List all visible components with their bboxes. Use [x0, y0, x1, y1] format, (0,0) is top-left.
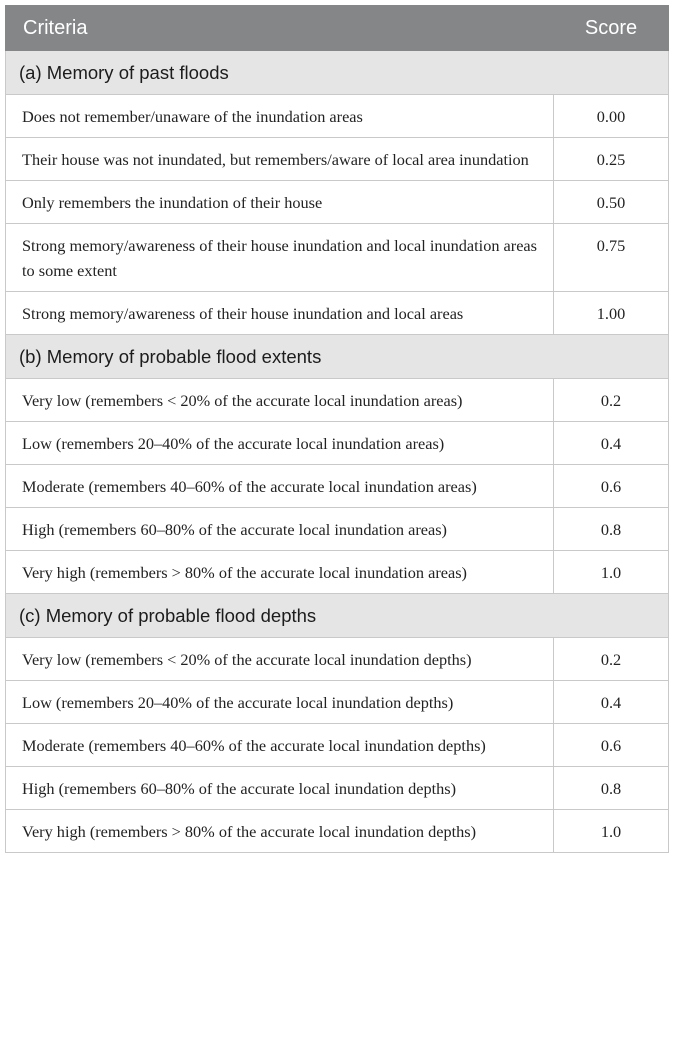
- table-row: [6, 95, 669, 138]
- score-cell: 0.4: [554, 681, 669, 724]
- criteria-cell: Moderate (remembers 40–60% of the accurate local inundation depths): [6, 724, 554, 767]
- table-row: [6, 224, 669, 292]
- criteria-cell: Does not remember/unaware of the inundation areas: [6, 95, 554, 138]
- criteria-cell: Low (remembers 20–40% of the accurate local inundation depths): [6, 681, 554, 724]
- score-column-header: Score: [554, 6, 669, 51]
- criteria-cell: Very low (remembers < 20% of the accurate local inundation depths): [6, 638, 554, 681]
- section-row-past-floods: [6, 51, 669, 95]
- table-row: [6, 724, 669, 767]
- table-row: [6, 681, 669, 724]
- score-cell: 0.4: [554, 422, 669, 465]
- table-row: [6, 379, 669, 422]
- table-row: [6, 508, 669, 551]
- section-row-flood-extents: [6, 335, 669, 379]
- criteria-cell: Low (remembers 20–40% of the accurate local inundation areas): [6, 422, 554, 465]
- score-cell: 0.00: [554, 95, 669, 138]
- score-cell: 0.2: [554, 638, 669, 681]
- score-cell: 1.00: [554, 292, 669, 335]
- table-row: [6, 465, 669, 508]
- criteria-cell: Very high (remembers > 80% of the accurate local inundation areas): [6, 551, 554, 594]
- score-cell: 0.6: [554, 465, 669, 508]
- table-row: [6, 810, 669, 853]
- score-cell: 1.0: [554, 810, 669, 853]
- table-row: [6, 767, 669, 810]
- table-row: [6, 292, 669, 335]
- score-cell: 0.8: [554, 767, 669, 810]
- section-row-flood-depths: [6, 594, 669, 638]
- table-header-row: [6, 6, 669, 51]
- score-cell: 0.25: [554, 138, 669, 181]
- criteria-cell: Moderate (remembers 40–60% of the accurate local inundation areas): [6, 465, 554, 508]
- table-row: [6, 638, 669, 681]
- score-cell: 1.0: [554, 551, 669, 594]
- criteria-cell: High (remembers 60–80% of the accurate local inundation depths): [6, 767, 554, 810]
- criteria-cell: Only remembers the inundation of their house: [6, 181, 554, 224]
- score-cell: 0.75: [554, 224, 669, 292]
- score-cell: 0.6: [554, 724, 669, 767]
- criteria-cell: Very low (remembers < 20% of the accurate local inundation areas): [6, 379, 554, 422]
- score-cell: 0.50: [554, 181, 669, 224]
- criteria-cell: High (remembers 60–80% of the accurate local inundation areas): [6, 508, 554, 551]
- criteria-cell: Strong memory/awareness of their house inundation and local areas: [6, 292, 554, 335]
- table-row: [6, 551, 669, 594]
- score-cell: 0.8: [554, 508, 669, 551]
- table-row: [6, 422, 669, 465]
- score-cell: 0.2: [554, 379, 669, 422]
- criteria-cell: Their house was not inundated, but remembers/aware of local area inundation: [6, 138, 554, 181]
- section-title: (a) Memory of past floods: [6, 51, 669, 95]
- table-row: [6, 181, 669, 224]
- criteria-column-header: Criteria: [6, 6, 554, 51]
- table-row: [6, 138, 669, 181]
- criteria-cell: Strong memory/awareness of their house inundation and local inundation areas to some extent: [6, 224, 554, 292]
- criteria-cell: Very high (remembers > 80% of the accurate local inundation depths): [6, 810, 554, 853]
- criteria-table: [5, 5, 669, 853]
- section-title: (c) Memory of probable flood depths: [6, 594, 669, 638]
- section-title: (b) Memory of probable flood extents: [6, 335, 669, 379]
